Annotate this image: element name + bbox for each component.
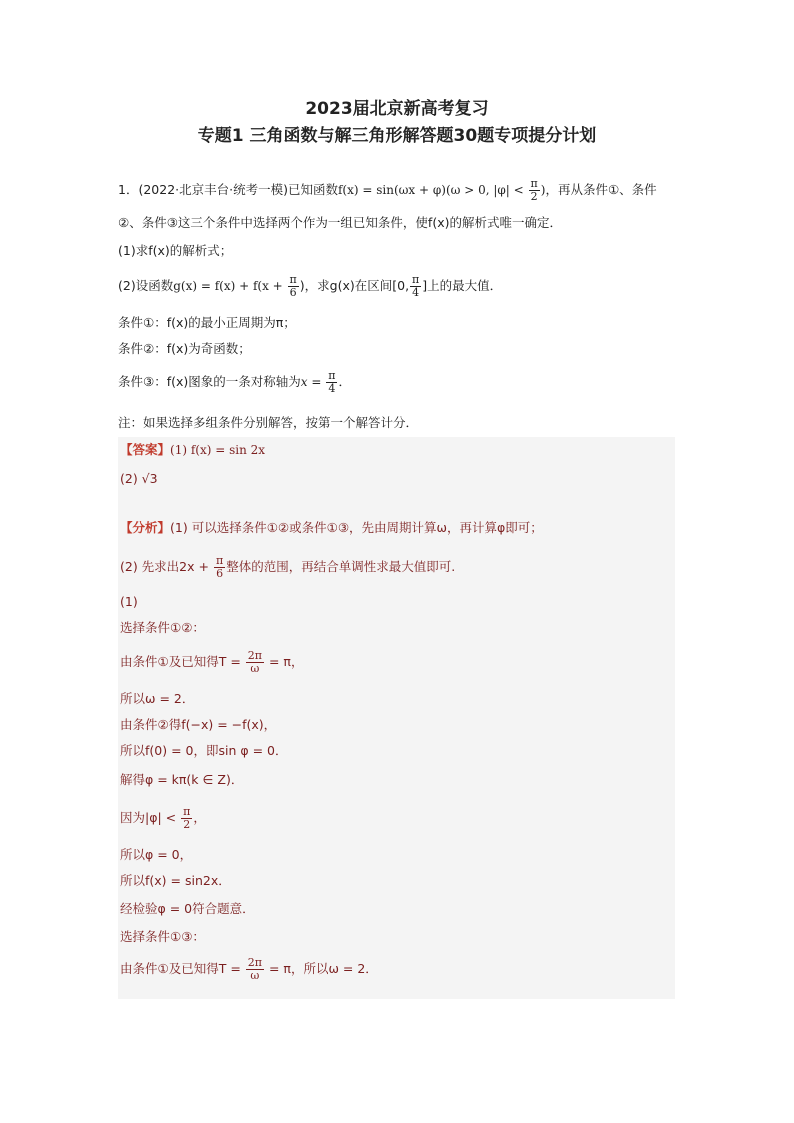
question-1-line-2: ②、条件③这三个条件中选择两个作为一组已知条件，使f(x)的解析式唯一确定．: [118, 215, 562, 230]
analysis-label: 【分析】: [120, 520, 171, 535]
solution-step-6: 因为|φ| < $\frac{\pi}{2}$ ，: [120, 805, 206, 831]
analysis-line-2: (2) 先求出2x + $\frac{\pi}{6}$ 整体的范围，再结合单调性求最大值即可.: [120, 554, 456, 580]
fraction-pi-over-6: $\frac{\pi}{6}$: [215, 554, 224, 580]
part-2-prompt: (2)设函数g(x) = f(x) + f(x + $\frac{\pi}{6}$ )，求g(x)在区间[0, $\frac{\pi}{4}$ ]上的最大值．: [118, 273, 503, 299]
title-line-1: 2023届北京新高考复习: [305, 99, 489, 119]
solution-step-9: 经检验φ = 0符合题意．: [120, 901, 255, 916]
condition-1: 条件①：f(x)的最小正周期为π；: [118, 315, 296, 330]
part-1-prompt: (1)求f(x)的解析式；: [118, 243, 233, 258]
solution-step-4: 所以f(0) = 0，即sin φ = 0．: [120, 743, 288, 758]
function-definition: f(x) = sin(ωx + φ)(ω > 0, |φ| <: [337, 183, 528, 197]
fraction-pi-over-4: $\frac{\pi}{4}$: [328, 369, 336, 395]
answer-line-2: (2) √3: [120, 471, 158, 486]
title-line-2: 专题1 三角函数与解三角形解答题30题专项提分计划: [197, 126, 597, 146]
question-continuation: ，再从条件①、条件: [545, 182, 657, 197]
fraction-2pi-over-omega: $\frac{2\pi}{\omega}$: [247, 649, 262, 675]
question-1-line-1: 1．(2022·北京丰台·统考一模)已知函数f(x) = sin(ωx + φ)(ω > 0, |φ| < $\frac{\pi}{2}$ )，再从条件①、条件: [118, 177, 657, 203]
fraction-pi-over-2: $\frac{\pi}{2}$: [183, 805, 191, 831]
condition-3: 条件③：f(x)图象的一条对称轴为x = $\frac{\pi}{4}$ ．: [118, 369, 351, 395]
title-block: [0, 96, 794, 150]
answer-label: 【答案】: [120, 442, 171, 457]
fraction-pi-over-4: $\frac{\pi}{4}$: [412, 273, 420, 299]
solution-part-1: (1): [120, 594, 138, 609]
fraction-pi-over-2: $\frac{\pi}{2}$: [530, 177, 538, 203]
solution-step-10: 由条件①及已知得T = $\frac{2\pi}{\omega}$ = π，所以ω = 2．: [120, 956, 378, 982]
condition-2: 条件②：f(x)为奇函数；: [118, 341, 251, 356]
choose-conditions-13: 选择条件①③：: [120, 929, 205, 944]
solution-step-3: 由条件②得f(−x) = −f(x)，: [120, 717, 277, 732]
solution-step-8: 所以f(x) = sin2x．: [120, 873, 231, 888]
solution-step-2: 所以ω = 2．: [120, 691, 195, 706]
fraction-2pi-over-omega: $\frac{2\pi}{\omega}$: [247, 956, 262, 982]
analysis-line-1: 【分析】(1) 可以选择条件①②或条件①③，先由周期计算ω，再计算φ即可；: [120, 520, 543, 535]
fraction-pi-over-6: $\frac{\pi}{6}$: [289, 273, 297, 299]
note: 注：如果选择多组条件分别解答，按第一个解答计分．: [118, 415, 419, 430]
question-prefix: 1．(2022·北京丰台·统考一模)已知函数: [118, 182, 338, 197]
solution-step-1: 由条件①及已知得T = $\frac{2\pi}{\omega}$ = π，: [120, 649, 304, 675]
choose-conditions-12: 选择条件①②：: [120, 620, 205, 635]
solution-step-7: 所以φ = 0，: [120, 847, 193, 862]
answer-line-1: 【答案】(1) f(x) = sin 2x: [120, 442, 266, 457]
solution-step-5: 解得φ = kπ(k ∈ Z)．: [120, 772, 244, 787]
